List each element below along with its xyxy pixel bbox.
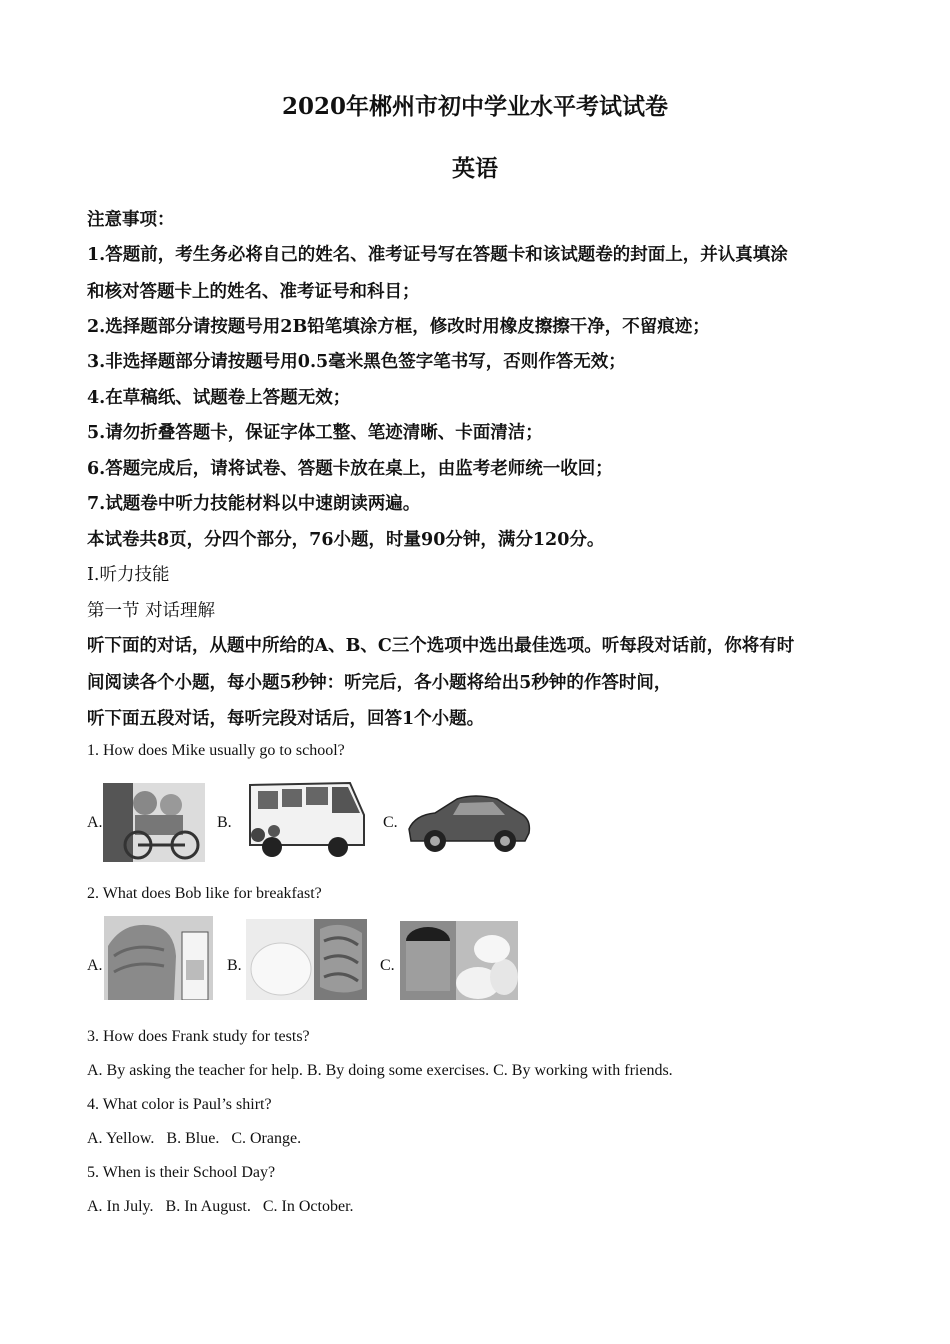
- exam-title: 2020年郴州市初中学业水平考试试卷: [281, 93, 668, 120]
- q1-option-a-label: A.: [87, 814, 103, 831]
- q2-option-b-label: B.: [227, 957, 242, 974]
- notice-item: 1.答题前，考生务必将自己的姓名、准考证号写在答题卡和该试题卷的封面上，并认真填涂: [87, 245, 788, 265]
- notice-heading: 注意事项：: [87, 210, 175, 230]
- car-picture-icon: [405, 785, 533, 858]
- notice-item: 7.试题卷中听力技能材料以中速朗读两遍。: [87, 494, 421, 514]
- part-heading: Ⅰ.听力技能: [87, 565, 170, 585]
- question-5-options: A. In July. B. In August. C. In October.: [87, 1198, 354, 1215]
- q1-option-b-label: B.: [217, 814, 232, 831]
- instruction-line: 间阅读各个小题，每小题5秒钟：听完后，各小题将给出5秒钟的作答时间，: [87, 673, 672, 693]
- question-3-options: A. By asking the teacher for help. B. By doing some exercises. C. By working with friends.: [87, 1062, 673, 1079]
- question-4-options: A. Yellow. B. Blue. C. Orange.: [87, 1130, 302, 1147]
- instruction-line: 听下面五段对话，每听完段对话后，回答1个小题。: [87, 709, 485, 729]
- notice-item: 5.请勿折叠答题卡，保证字体工整、笔迹清晰、卡面清洁；: [87, 423, 543, 443]
- notice-item: 2.选择题部分请按题号用2B铅笔填涂方框，修改时用橡皮擦擦干净，不留痕迹；: [87, 317, 710, 337]
- bicycle-riders-picture-icon: [103, 783, 205, 862]
- bread-picture-icon: [246, 919, 367, 1000]
- q2-option-c-label: C.: [380, 957, 395, 974]
- notice-item: 3.非选择题部分请按题号用0.5毫米黑色签字笔书写，否则作答无效；: [87, 352, 626, 372]
- exam-summary: 本试卷共8页，分四个部分，76小题，时量90分钟，满分120分。: [87, 530, 605, 550]
- bread-and-milk-picture-icon: [104, 916, 213, 1000]
- coffee-and-eggs-picture-icon: [400, 921, 518, 1000]
- subpart-heading: 第一节 对话理解: [87, 601, 216, 621]
- question-5: 5. When is their School Day?: [87, 1164, 276, 1181]
- subject-title: 英语: [452, 155, 498, 182]
- notice-item: 4.在草稿纸、试题卷上答题无效；: [87, 388, 351, 408]
- instruction-line: 听下面的对话，从题中所给的A、B、C三个选项中选出最佳选项。听每段对话前，你将有时: [87, 636, 795, 656]
- question-3: 3. How does Frank study for tests?: [87, 1028, 310, 1045]
- q2-option-a-label: A.: [87, 957, 103, 974]
- school-bus-picture-icon: [240, 775, 368, 862]
- notice-item: 6.答题完成后，请将试卷、答题卡放在桌上，由监考老师统一收回；: [87, 459, 613, 479]
- question-1: 1. How does Mike usually go to school?: [87, 742, 345, 759]
- question-4: 4. What color is Paul’s shirt?: [87, 1096, 272, 1113]
- notice-item: 和核对答题卡上的姓名、准考证号和科目；: [87, 282, 420, 302]
- question-2: 2. What does Bob like for breakfast?: [87, 885, 322, 902]
- q1-option-c-label: C.: [383, 814, 398, 831]
